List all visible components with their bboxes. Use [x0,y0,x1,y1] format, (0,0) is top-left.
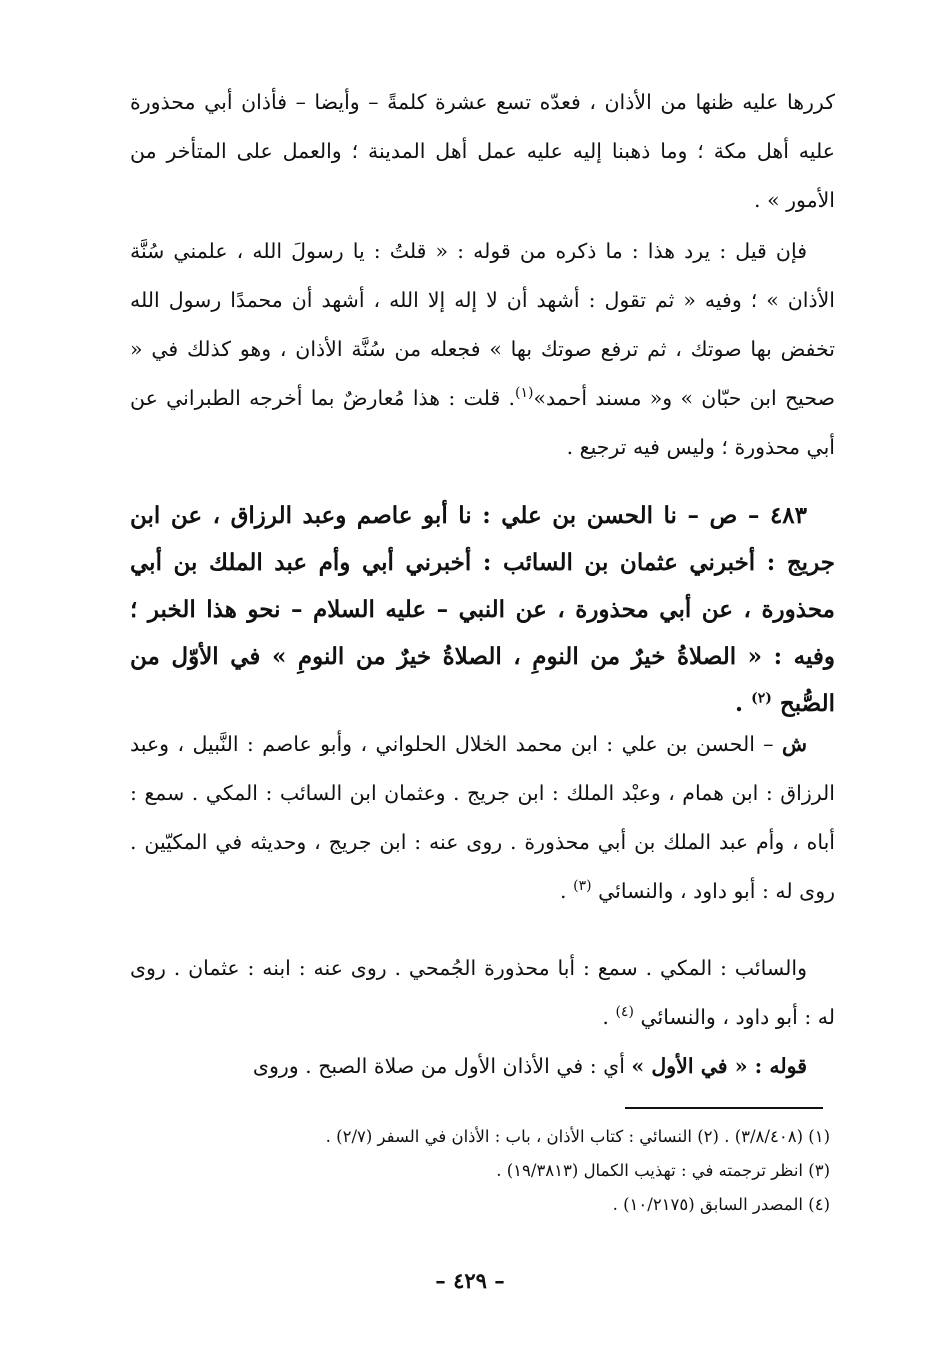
narrator-paragraph [130,944,835,1042]
footnote-divider [625,1107,823,1109]
footnote-ref-3[interactable]: (٣) [573,878,592,895]
explanation-text: أي : في الأذان الأول من صلاة الصبح . وروى [252,1054,632,1078]
footnote-ref-4[interactable]: (٤) [615,1004,634,1021]
hadith-483 [130,492,835,727]
commentary-end: . [560,879,567,903]
footnote-ref-2[interactable]: (٢) [751,690,772,707]
paragraph-2-text: فإن قيل : يرد هذا : ما ذكره من قوله : « قلتُ : يا رسولَ الله ، علمني سُنَّة الأذان » ؛ وفيه « ثم تقول : أشهد أن لا إله إلا الله ، أشهد أن محمدًا رسول الله تخفض بها صوتك ، ثم ترفع صوتك بها » فجعله من سُنَّة الأذان ، وهو كذلك في « صحيح ابن حبّان » و« مسند أحمد» [130,239,836,410]
commentary-marker: ش [781,732,807,756]
quoted-phrase: قوله : « في الأول » [631,1054,807,1078]
narrator-end: . [602,1005,609,1029]
commentary-paragraph [130,720,835,916]
narrator-text: والسائب : المكي . سمع : أبا محذورة الجُمحي . روى عنه : ابنه : عثمان . روى له : أبو داود ، والنسائي [130,956,835,1029]
paragraph-1-text: كررها عليه ظنها من الأذان ، فعدّه تسع عشرة كلمةً – وأيضا – فأذان أبي محذورة عليه أهل مكة ؛ وما ذهبنا إليه عليه عمل أهل المدينة ؛ والعمل على المتأخر من الأمور » . [130,90,835,212]
hadith-483-text: ٤٨٣ – ص – نا الحسن بن علي : نا أبو عاصم وعبد الرزاق ، عن ابن جريج : أخبرني عثمان بن السائب : أخبرني أبي وأم عبد الملك بن أبي محذورة ، عن أبي محذورة ، عن النبي – عليه السلام – نحو هذا الخبر ؛ وفيه : « الصلاةُ خيرٌ من النومِ ، الصلاةُ خيرٌ من النومِ » في الأوّل من الصُّبح [130,502,835,717]
footnote-4: (٤) المصدر السابق (١٠/٢١٧٥) . [612,1195,830,1214]
explanation-paragraph [130,1042,835,1091]
commentary-text: – الحسن بن علي : ابن محمد الخلال الحلواني ، وأبو عاصم : النَّبيل ، وعبد الرزاق : ابن همام ، وعبْد الملك : ابن جريج . وعثمان ابن السائب : المكي . سمع : أباه ، وأم عبد الملك بن أبي محذورة . روى عنه : ابن جريج ، وحديثه في المكيّين . روى له : أبو داود ، والنسائي [130,732,835,903]
footnotes [140,1120,830,1222]
paragraph-2 [130,227,835,472]
paragraph-1 [130,78,835,225]
footnote-3: (٣) انظر ترجمته في : تهذيب الكمال (١٩/٣٨١٣) . [496,1161,830,1180]
hadith-483-end: . [735,690,744,717]
page-number: – ٤٢٩ – [435,1268,505,1293]
paragraph-2-rest: . قلت : هذا مُعارضٌ بما أخرجه الطبراني عن أبي محذورة ؛ وليس فيه ترجيع . [130,386,835,459]
footnote-ref-1[interactable]: (١) [515,385,534,402]
footnote-1-2: (١) (٣/٨/٤٠٨) . (٢) النسائي : كتاب الأذان ، باب : الأذان في السفر (٢/٧) . [325,1127,830,1146]
